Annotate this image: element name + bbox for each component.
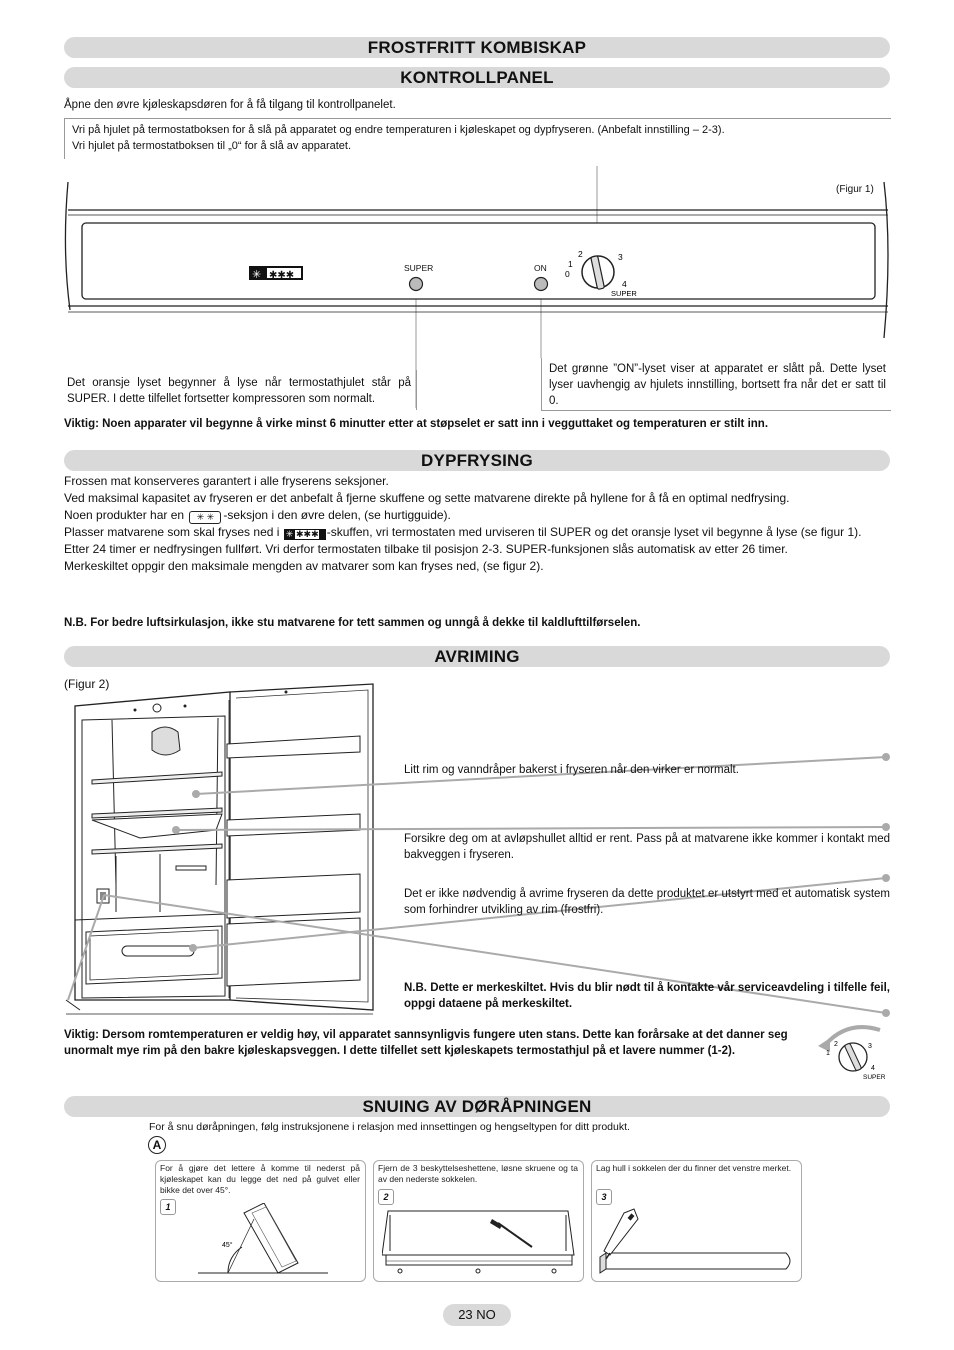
step-2-text: Fjern de 3 beskyttelseshettene, løsne skruene og ta av den nederste sokkelen. <box>378 1163 578 1184</box>
on-label: ON <box>534 263 547 273</box>
small-dial-number-3: 3 <box>868 1043 872 1050</box>
dial-number-4: 4 <box>622 279 627 289</box>
section-letter-a: A <box>148 1136 166 1154</box>
page-number: 23 NO <box>443 1304 511 1326</box>
deep-freeze-p4: Plasser matvarene som skal fryses ned i ✳ ✱✱✱ -skuffen, vri termostaten med urviseren til SUPER og det oransje lyset vil begynne å lyse (se figur 1). <box>64 525 862 539</box>
control-panel-intro: Åpne den øvre kjøleskapsdøren for å få tilgang til kontrollpanelet. <box>64 99 396 111</box>
section-heading-door-reversal: SNUING AV DØRÅPNINGEN <box>64 1096 890 1117</box>
deep-freeze-p6: Merkeskiltet oppgir den maksimale mengden av matvarer som kan fryses ned, (se figur 2). <box>64 559 544 573</box>
dial-number-2: 2 <box>578 249 583 259</box>
step-1-number: 1 <box>160 1199 176 1215</box>
small-dial-number-2: 2 <box>834 1041 838 1048</box>
small-dial-number-1: 1 <box>826 1050 830 1057</box>
super-label: SUPER <box>404 263 434 273</box>
step-3-number: 3 <box>596 1189 612 1205</box>
green-light-text: Det grønne ”ON”-lyset viser at apparatet er slått på. Dette lyset lyser uavhengig av hjulets innstilling, bortsett fra når det er satt til 0. <box>549 363 886 407</box>
plinth-drilling-icon <box>596 1205 796 1279</box>
section-heading-deep-freeze: DYPFRYSING <box>64 450 890 471</box>
step-1-text: For å gjøre det lettere å komme til nederst på kjøleskapet kan du legge det ned på gulvet eller bikke det over 45°. <box>160 1163 360 1195</box>
deep-freeze-p2: Ved maksimal kapasitet av fryseren er det anbefalt å fjerne skuffene og sette matvarene direkte på hyllene for å få en optimal nedfrysing. <box>64 491 790 505</box>
angle-label: 45° <box>222 1242 233 1249</box>
super-lamp-icon <box>410 278 423 291</box>
section-heading-control-panel: KONTROLLPANEL <box>64 67 890 88</box>
on-lamp-icon <box>535 278 548 291</box>
dial-number-3: 3 <box>618 252 623 262</box>
freezer-star-icon: ✳ <box>252 269 262 281</box>
instruction-box <box>64 118 891 159</box>
two-star-icon: ✳ ✳ <box>189 511 221 524</box>
orange-light-text: Det oransje lyset begynner å lyse når termostathjulet står på SUPER. I dette tilfellet fortsetter kompressoren som normalt. <box>67 377 411 405</box>
dial-super-label: SUPER <box>611 289 637 298</box>
control-panel-important: Viktig: Noen apparater vil begynne å virke minst 6 minutter etter at støpselet er satt inn i vegguttaket og temperaturen er stilt inn. <box>64 418 769 430</box>
dial-number-0: 0 <box>565 269 570 279</box>
defrost-important: Viktig: Dersom romtemperaturen er veldig høy, vil apparatet sannsynligvis fungere uten stans. Dette kan forårsake at det danner seg unormalt mye rim på den bakre kjøleskapsveggen. I dette tilfellet sett kjøleskapets termostathjul på et lavere nummer (1-2). <box>64 1029 788 1057</box>
deep-freeze-p3: Noen produkter har en ✳ ✳ -seksjon i den øvre delen, (se hurtigguide). <box>64 508 451 522</box>
small-dial-super: SUPER <box>863 1074 886 1081</box>
small-dial-number-4: 4 <box>871 1065 875 1072</box>
deep-freeze-p1: Frossen mat konserveres garantert i alle fryserens seksjoner. <box>64 474 389 488</box>
main-title: FROSTFRITT KOMBISKAP <box>64 37 890 58</box>
step-card-3 <box>591 1160 802 1282</box>
four-star-icon: ✳ ✱✱✱ <box>284 529 326 540</box>
defrost-note-2: Forsikre deg om at avløpshullet alltid er rent. Pass på at matvarene ikke kommer i kontakt med bakveggen i fryseren. <box>404 833 890 861</box>
section-heading-defrost: AVRIMING <box>64 646 890 667</box>
defrost-note-4: N.B. Dette er merkeskiltet. Hvis du blir nødt til å kontakte vår serviceavdeling i tilfelle feil, oppgi dataene på merkeskiltet. <box>404 982 890 1010</box>
deep-freeze-nb: N.B. For bedre luftsirkulasjon, ikke stu matvarene for tett sammen og unngå å dekke til kaldlufttilførselen. <box>64 617 641 629</box>
deep-freeze-p5: Etter 24 timer er nedfrysingen fullført. Vri derfor termostaten tilbake til posisjon 2-3. SUPER-funksjonen slås automatisk av etter 26 timer. <box>64 542 788 556</box>
step-card-1 <box>155 1160 366 1282</box>
deep-freeze-body <box>64 473 890 575</box>
step-card-2 <box>373 1160 584 1282</box>
small-thermostat-dial-icon <box>808 1024 892 1084</box>
orange-light-callout <box>64 370 417 410</box>
plinth-removal-icon <box>382 1205 578 1279</box>
door-reversal-intro: For å snu døråpningen, følg instruksjonene i relasjon med innsettingen og hengseltypen for ditt produkt. <box>149 1121 630 1133</box>
instruction-line-2: Vri hjulet på termostatboksen til „0“ for å slå av apparatet. <box>72 140 352 152</box>
green-light-callout <box>541 358 891 411</box>
tilted-fridge-icon <box>192 1203 352 1279</box>
figure-1-label: (Figur 1) <box>836 184 874 195</box>
step-3-text: Lag hull i sokkelen der du finner det venstre merket. <box>596 1163 792 1173</box>
defrost-note-1: Litt rim og vanndråper bakerst i fryseren når den virker er normalt. <box>404 764 739 776</box>
dial-number-1: 1 <box>568 259 573 269</box>
defrost-note-3: Det er ikke nødvendig å avrime fryseren da dette produktet er utstyrt med et automatisk system som forhindrer utvikling av rim (frostfri). <box>404 888 890 916</box>
svg-text:✱✱✱: ✱✱✱ <box>269 270 295 281</box>
figure-2-label: (Figur 2) <box>64 677 110 691</box>
instruction-line-1: Vri på hjulet på termostatboksen for å slå på apparatet og endre temperaturen i kjøleskapet og dypfryseren. (Anbefalt innstilling – 2-3). <box>72 124 725 136</box>
step-2-number: 2 <box>378 1189 394 1205</box>
